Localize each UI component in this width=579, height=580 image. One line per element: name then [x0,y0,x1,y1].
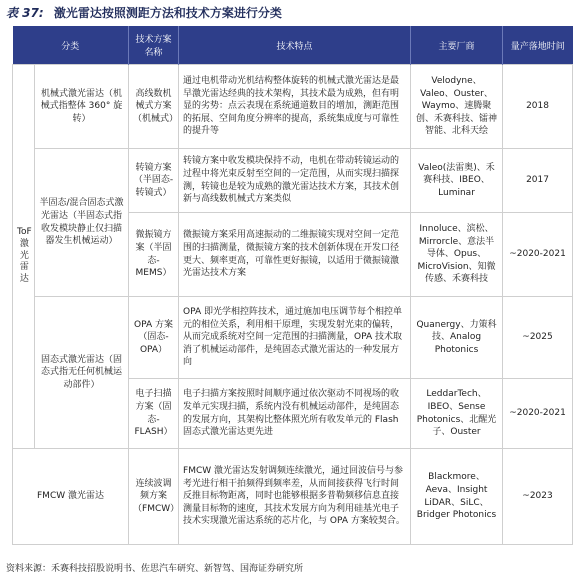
table-number: 表 37: [6,6,44,20]
scheme-cell: 高线数机械式方案（机械式） [129,65,179,149]
table-row [13,297,573,379]
category-cell: 半固态/混合固态式激光雷达（半固态式指收发模块静止仅扫描器发生机械运动） [35,149,129,297]
features-cell: FMCW 激光雷达发射调频连续激光，通过回波信号与参考光进行相干拍频得到频率差，从而间接获得飞行时间反推目标物距离，同时也能够根据多普勒频移信息直接测量目标物的速度，其技术发展方向为利用硅基光电子技术实现激光雷达系统的芯片化，与 OPA 方案较契合。 [179,449,411,545]
year-cell: ~2025 [503,297,573,379]
vendors-cell: Innoluce、滨松、Mirrorcle、意法半导体、Opus、MicroVision、知微传感、禾赛科技 [411,213,503,297]
header-year: 量产落地时间 [503,26,573,65]
header-row [13,26,573,65]
year-cell: ~2020-2021 [503,213,573,297]
category-cell: 固态式激光雷达（固态式指无任何机械运动部件） [35,297,129,449]
table-title-text: 激光雷达按照测距方法和技术方案进行分类 [53,6,282,20]
lidar-classification-table [12,26,573,545]
vendors-cell: Velodyne、Valeo、Ouster、Waymo、速腾聚创、禾赛科技、镭神智能、北科天绘 [411,65,503,149]
header-features: 技术特点 [179,26,411,65]
year-cell: 2017 [503,149,573,213]
table-row [13,65,573,149]
scheme-cell: 电子扫描方案（固态-FLASH） [129,379,179,449]
header-vendors: 主要厂商 [411,26,503,65]
year-cell: 2018 [503,65,573,149]
category-cell: FMCW 激光雷达 [13,449,129,545]
table-title [6,3,282,23]
features-cell: 电子扫描方案按照时间顺序通过依次驱动不同视场的收发单元实现扫描，系统内没有机械运动部件，是纯固态的发展方向，其架构比整体照光所有收发单元的 Flash 固态式激光雷达更先进 [179,379,411,449]
scheme-cell: 微振镜方案（半固态-MEMS） [129,213,179,297]
tof-lidar-group-cell [13,65,35,449]
header-category: 分类 [13,26,129,65]
features-cell: OPA 即光学相控阵技术，通过施加电压调节每个相控单元的相位关系，利用相干原理，实现发射光束的偏转，从而完成系统对空间一定范围的扫描测量，OPA 技术取消了机械运动部件，是纯固态式激光雷达的一种发展方向 [179,297,411,379]
header-scheme: 技术方案名称 [129,26,179,65]
scheme-cell: 转镜方案（半固态-转镜式） [129,149,179,213]
scheme-cell: OPA 方案（固态-OPA） [129,297,179,379]
vendors-cell: LeddarTech、IBEO、Sense Photonics、北醒光子、Ouster [411,379,503,449]
tof-lidar-label: ToF 激光雷达 [17,227,32,285]
scheme-cell: 连续波调频方案（FMCW） [129,449,179,545]
table-row [13,449,573,545]
source-note: 资料来源：禾赛科技招股说明书、佐思汽车研究、新智驾、国海证券研究所 [6,564,304,574]
vendors-cell: Quanergy、力策科技、Analog Photonics [411,297,503,379]
category-cell: 机械式激光雷达（机械式指整体 360° 旋转） [35,65,129,149]
features-cell: 微振镜方案采用高速振动的二维振镜实现对空间一定范围的扫描测量，微振镜方案的技术创新体现在开发口径更大、频率更高，可靠性更好振镜，以适用于微振镜激光雷达技术方案 [179,213,411,297]
year-cell: ~2023 [503,449,573,545]
vendors-cell: Valeo(法雷奥)、禾赛科技、IBEO、Luminar [411,149,503,213]
table-row [13,149,573,213]
features-cell: 转镜方案中收发模块保持不动，电机在带动转镜运动的过程中将光束反射至空间的一定范围，从而实现扫描探测，转镜也是较为成熟的激光雷达技术方案，其技术创新与高线数机械式方案类似 [179,149,411,213]
year-cell: ~2020-2021 [503,379,573,449]
features-cell: 通过电机带动光机结构整体旋转的机械式激光雷达是最早激光雷达经典的技术架构，其技术最为成熟，但有明显的劣势：点云表现在系统通道数目的增加，测距范围的拓展、空间角度分辨率的提高，系统集成度与可靠性的提升等 [179,65,411,149]
vendors-cell: Blackmore、Aeva、Insight LiDAR、SiLC、Bridger Photonics [411,449,503,545]
